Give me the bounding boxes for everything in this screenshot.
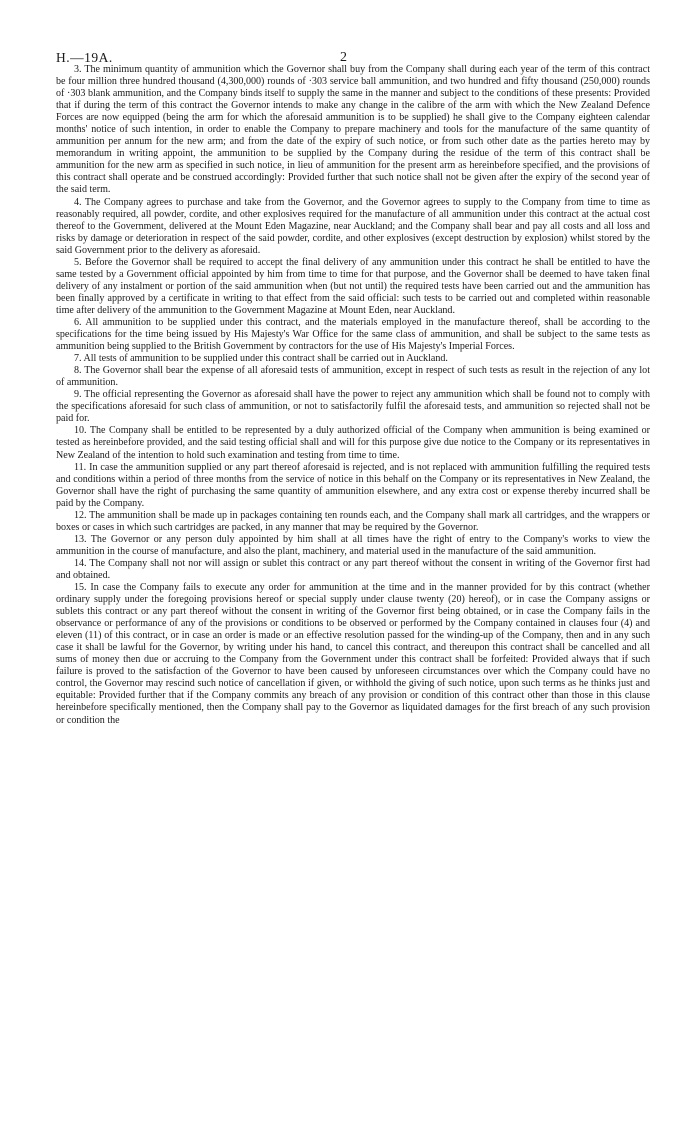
clause-12: 12. The ammunition shall be made up in packages containing ten rounds each, and the Company shall mark all cartridges, and the wrappers or boxes or cases in which such cartridges are packed, in any manner that may be required by the Governor. bbox=[56, 509, 650, 533]
clause-13: 13. The Governor or any person duly appointed by him shall at all times have the right of entry to the Company's works to view the ammunition in the course of manufacture, and also the plant, machinery, and material used in the manufacture of the said ammunition. bbox=[56, 533, 650, 557]
clause-5: 5. Before the Governor shall be required to accept the final delivery of any ammunition under this contract he shall be entitled to have the same tested by a Government official appointed by him from time to time for that purpose, and the Governor shall be deemed to have taken final delivery of any instalment or portion of the said ammunition when (but not until) the required tests have been carried out and the ammunition has been finally approved by a certificate in writing to that effect from the said official: such tests to be carried out and completed within reasonable time after delivery of the ammunition to the Government Magazine at Mount Eden, near Auckland. bbox=[56, 256, 650, 316]
page-number: 2 bbox=[340, 50, 348, 65]
clause-3: 3. The minimum quantity of ammunition which the Governor shall buy from the Company shall during each year of the term of this contract be four million three hundred thousand (4,300,000) rounds of ·303 service ball ammunition, and two hundred and fifty thousand (250,000) rounds of ·303 blank ammunition, and the Company binds itself to supply the same in the manner and subject to the conditions of these presents: Provided that if during the term of this contract the Governor intends to make any change in the calibre of the arm with which the New Zealand Defence Forces are now equipped (being the arm for which the aforesaid ammunition is to be supplied) he shall give to the Company eighteen calendar months' notice of such intention, in order to enable the Company to prepare machinery and tools for the manufacture of the same quantity of ammunition per annum for the new arm; and from the date of the expiry of such notice, or from such other date as the parties hereto may by memorandum in writing appoint, the ammunition to be supplied by the Company during the residue of the term of this contract shall be ammunition for the new arm as specified in such notice, in lieu of ammunition for the present arm as hereinbefore specified, and the provisions of this contract shall operate and be construed accordingly: Provided further that such notice shall not be given after the expiry of the second year of the said term. bbox=[56, 64, 650, 196]
clause-8: 8. The Governor shall bear the expense of all aforesaid tests of ammunition, except in respect of such tests as result in the rejection of any lot of ammunition. bbox=[56, 365, 650, 389]
clause-15: 15. In case the Company fails to execute any order for ammunition at the time and in the manner provided for by this contract (whether ordinary supply under the foregoing provisions hereof or special supply under clause twenty (20) hereof), or in case the Company assigns or sublets this contract or any part thereof without the consent in writing of the Governor first being obtained, or in case the Company fails in the observance or performance of any of the provisions or conditions to be observed or performed by the Company contained in clauses four (4) and eleven (11) of this contract, or in case an order is made or an effective resolution passed for the winding-up of the Company, then and in any such case it shall be lawful for the Governor, by writing under his hand, to cancel this contract, and thereupon this contract shall be cancelled and all sums of money then due or accruing to the Company from the Government under this contract shall be forfeited: Provided always that if such failure is proved to the satisfaction of the Governor to have been caused by unforeseen circumstances over which the Company could have no control, the Governor may rescind such notice of cancellation if given, or withhold the giving of such notice, upon such terms as he thinks just and equitable: Provided further that if the Company commits any breach of any provision or condition of this contract other than those in this clause hereinbefore specifically mentioned, then the Company shall pay to the Governor as liquidated damages for the first breach of any such provision or condition the bbox=[56, 582, 650, 726]
clause-11: 11. In case the ammunition supplied or any part thereof aforesaid is rejected, and is not replaced with ammunition fulfilling the required tests and conditions within a period of three months from the service of notice in this behalf on the Company or its representatives in New Zealand, the Governor shall have the right of purchasing the same quantity of ammunition elsewhere, and any extra cost or expense thereby incurred shall be paid by the Company. bbox=[56, 461, 650, 509]
clause-14: 14. The Company shall not nor will assign or sublet this contract or any part thereof without the consent in writing of the Governor first had and obtained. bbox=[56, 557, 650, 581]
clause-6: 6. All ammunition to be supplied under this contract, and the materials employed in the manufacture thereof, shall be according to the specifications for the time being issued by His Majesty's War Office for the same class of ammunition, and shall be subject to the same tests as ammunition being supplied to the British Government by contractors for the use of His Majesty's Imperial Forces. bbox=[56, 316, 650, 353]
contract-body bbox=[56, 64, 650, 727]
clause-7: 7. All tests of ammunition to be supplied under this contract shall be carried out in Auckland. bbox=[74, 353, 448, 365]
clause-10: 10. The Company shall be entitled to be represented by a duly authorized official of the Company when ammunition is being examined or tested as hereinbefore provided, and the said testing official shall and will for this purpose give due notice to the Company or its representatives in New Zealand of the intention to hold such examination and testing from time to time. bbox=[56, 425, 650, 461]
clause-9: 9. The official representing the Governor as aforesaid shall have the power to reject any ammunition which shall be found not to comply with the specifications aforesaid for such class of ammunition, or not to satisfactorily fulfil the aforesaid tests, and ammunition so rejected shall not be paid for. bbox=[56, 389, 650, 425]
clause-4: 4. The Company agrees to purchase and take from the Governor, and the Governor agrees to supply to the Company from time to time as reasonably required, all powder, cordite, and other explosives required for the manufacture of all ammunition under this contract at the actual cost thereof to the Government, delivered at the Mount Eden Magazine, near Auckland; and the Company shall bear and pay all costs and all loss and risks by damage or deterioration in respect of the said powder, cordite, and other explosives (except destruction by explosion) whilst stored by the said Government prior to the delivery as aforesaid. bbox=[56, 196, 650, 256]
page-header bbox=[56, 28, 650, 65]
document-reference: H.—19A. bbox=[56, 50, 113, 65]
